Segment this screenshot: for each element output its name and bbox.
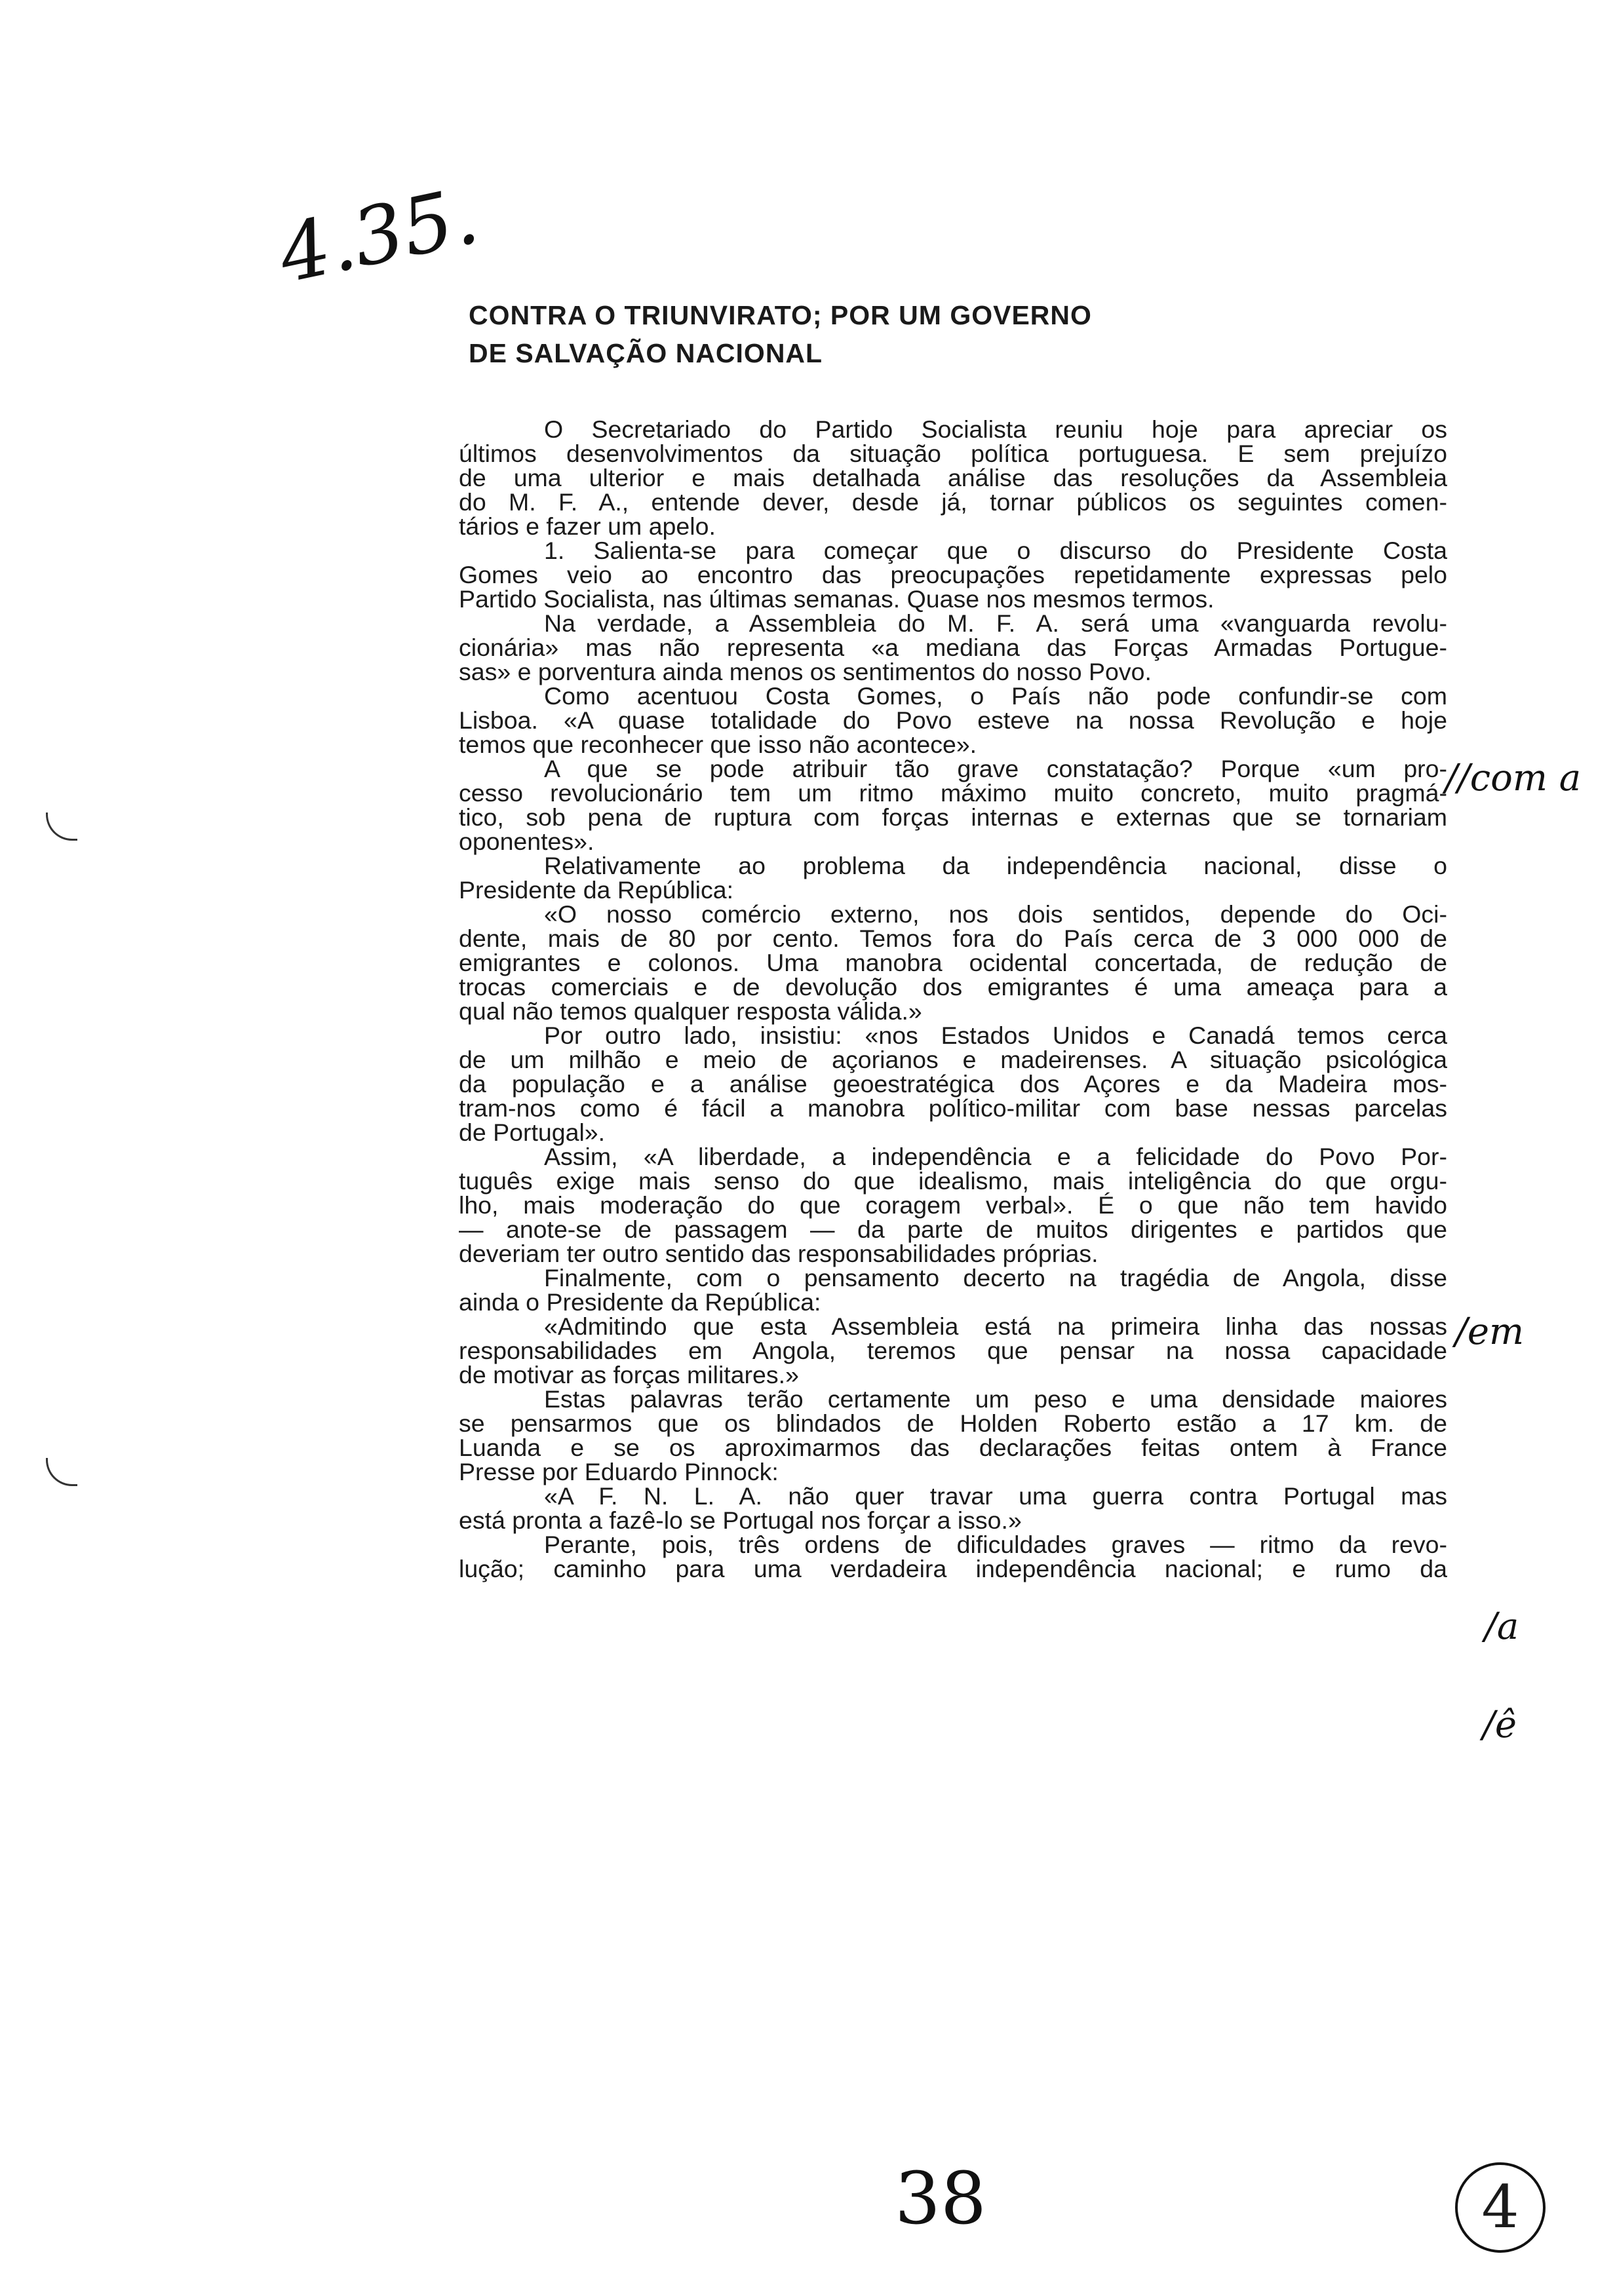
body-line: «O nosso comércio externo, nos dois sentidos, depende do Oci-	[544, 900, 1447, 928]
body-line: Luanda e se os aproximarmos das declarações feitas ontem à France	[459, 1434, 1447, 1461]
margin-tick-mark	[46, 1458, 77, 1486]
body-line: Relativamente ao problema da independência nacional, disse o	[544, 852, 1447, 879]
body-line: do M. F. A., entende dever, desde já, tornar públicos os seguintes comen-	[459, 488, 1447, 516]
title-line: DE SALVAÇÃO NACIONAL	[469, 338, 823, 368]
body-line: sas» e porventura ainda menos os sentimentos do nosso Povo.	[459, 658, 1152, 685]
body-line: Presidente da República:	[459, 876, 734, 904]
body-line: Por outro lado, insistiu: «nos Estados Unidos e Canadá temos cerca	[544, 1022, 1447, 1049]
handwritten-margin-note: //com a	[1445, 757, 1582, 799]
body-line: lução; caminho para uma verdadeira independência nacional; e rumo da	[459, 1555, 1447, 1582]
body-line: lho, mais moderação do que coragem verbal». É o que não tem havido	[459, 1191, 1447, 1219]
body-line: Assim, «A liberdade, a independência e a felicidade do Povo Por-	[544, 1143, 1447, 1170]
body-line: Perante, pois, três ordens de dificuldades graves — ritmo da revo-	[544, 1531, 1447, 1558]
body-line: trocas comerciais e de devolução dos emigrantes é uma ameaça para a	[459, 973, 1447, 1001]
handwritten-reference-number: 4.35.	[271, 170, 486, 301]
body-line: 1. Salienta-se para começar que o discurso do Presidente Costa	[544, 537, 1447, 564]
body-line: Como acentuou Costa Gomes, o País não pode confundir-se com	[544, 682, 1447, 710]
body-line: ainda o Presidente da República:	[459, 1288, 821, 1316]
circled-page-marker: 4	[1455, 2162, 1546, 2253]
handwritten-margin-note: /ê	[1483, 1704, 1517, 1746]
body-line: de uma ulterior e mais detalhada análise das resoluções da Assembleia	[459, 464, 1447, 491]
body-text	[459, 417, 1447, 1581]
body-line: de motivar as forças militares.»	[459, 1361, 799, 1388]
body-line: cionária» mas não representa «a mediana das Forças Armadas Portugue-	[459, 634, 1447, 661]
body-line: da população e a análise geoestratégica dos Açores e da Madeira mos-	[459, 1070, 1447, 1098]
body-line: Lisboa. «A quase totalidade do Povo esteve na nossa Revolução e hoje	[459, 706, 1447, 734]
body-line: tuguês exige mais senso do que idealismo, mais inteligência do que orgu-	[459, 1167, 1447, 1195]
body-line: dente, mais de 80 por cento. Temos fora do País cerca de 3 000 000 de	[459, 925, 1447, 952]
body-line: de Portugal».	[459, 1119, 606, 1146]
body-line: cesso revolucionário tem um ritmo máximo muito concreto, muito pragmá-	[459, 779, 1447, 807]
body-line: Partido Socialista, nas últimas semanas. Quase nos mesmos termos.	[459, 585, 1215, 613]
body-line: tários e fazer um apelo.	[459, 512, 716, 540]
body-line: «Admitindo que esta Assembleia está na primeira linha das nossas	[544, 1312, 1447, 1340]
body-line: deveriam ter outro sentido das responsabilidades próprias.	[459, 1240, 1099, 1267]
margin-tick-mark	[46, 813, 77, 841]
body-line: Estas palavras terão certamente um peso e uma densidade maiores	[544, 1385, 1447, 1413]
body-line: Gomes veio ao encontro das preocupações repetidamente expressas pelo	[459, 561, 1447, 588]
body-line: se pensarmos que os blindados de Holden Roberto estão a 17 km. de	[459, 1409, 1447, 1437]
body-line: responsabilidades em Angola, teremos que pensar na nossa capacidade	[459, 1337, 1447, 1364]
body-line: tico, sob pena de ruptura com forças internas e externas que se tornariam	[459, 803, 1447, 831]
body-line: «A F. N. L. A. não quer travar uma guerra contra Portugal mas	[544, 1482, 1447, 1510]
body-line: Presse por Eduardo Pinnock:	[459, 1458, 779, 1485]
body-line: qual não temos qualquer resposta válida.»	[459, 997, 922, 1025]
body-line: últimos desenvolvimentos da situação política portuguesa. E sem prejuízo	[459, 440, 1447, 467]
body-line: Na verdade, a Assembleia do M. F. A. será uma «vanguarda revolu-	[544, 609, 1447, 637]
body-line: A que se pode atribuir tão grave constatação? Porque «um pro-	[544, 755, 1447, 782]
body-line: emigrantes e colonos. Uma manobra ocidental concertada, de redução de	[459, 949, 1447, 976]
document-title	[469, 296, 1321, 372]
body-line: — anote-se de passagem — da parte de muitos dirigentes e partidos que	[459, 1215, 1447, 1243]
body-line: Finalmente, com o pensamento decerto na tragédia de Angola, disse	[544, 1264, 1447, 1292]
body-line: oponentes».	[459, 828, 594, 855]
body-line: de um milhão e meio de açorianos e madeirenses. A situação psicológica	[459, 1046, 1447, 1073]
handwritten-margin-note: /em	[1455, 1311, 1525, 1353]
handwritten-page-number: 38	[895, 2156, 986, 2240]
body-line: O Secretariado do Partido Socialista reuniu hoje para apreciar os	[544, 415, 1447, 443]
title-line: CONTRA O TRIUNVIRATO; POR UM GOVERNO	[469, 300, 1092, 330]
body-line: está pronta a fazê-lo se Portugal nos forçar a isso.»	[459, 1506, 1022, 1534]
body-line: tram-nos como é fácil a manobra político-militar com base nessas parcelas	[459, 1094, 1447, 1122]
handwritten-margin-note: /a	[1485, 1605, 1519, 1648]
body-line: temos que reconhecer que isso não acontece».	[459, 731, 977, 758]
